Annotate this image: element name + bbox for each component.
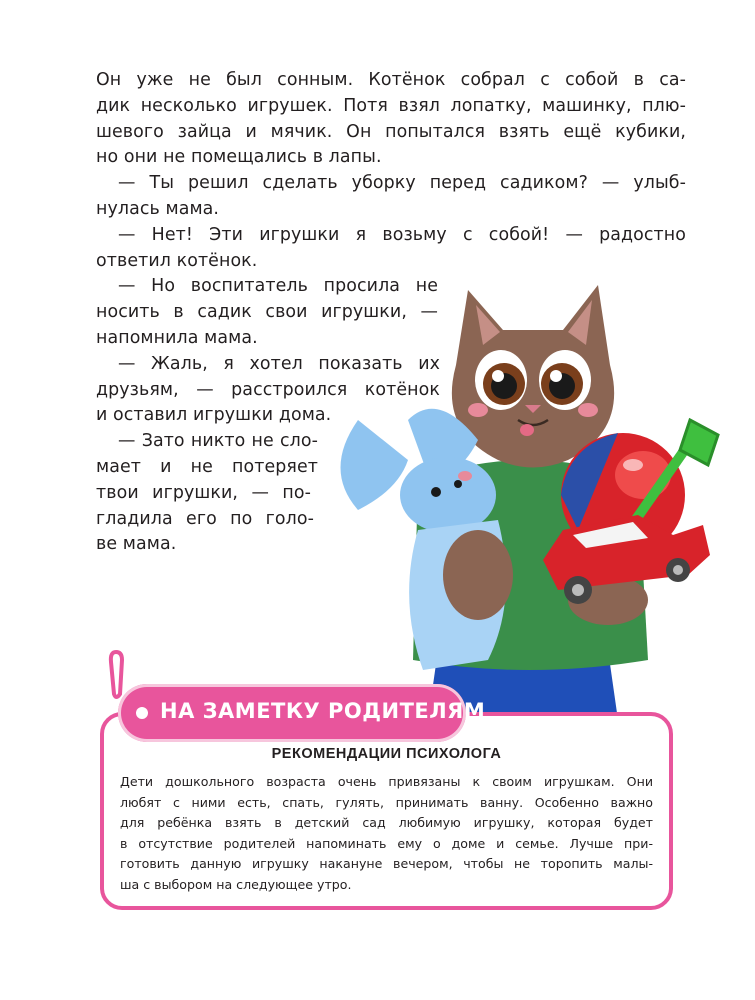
story-line: друзьям, — расстроился котёнок	[96, 379, 440, 400]
story-line: — Зато никто не сло-	[118, 431, 318, 452]
bullet-icon	[136, 707, 148, 719]
note-line: готовить данную игрушку накануне вечером, чтобы не торопить малы-	[120, 856, 653, 871]
kitten-with-toys-illustration	[318, 270, 738, 720]
note-line: Дети дошкольного возраста очень привязаны к своим игрушкам. Они	[120, 774, 653, 789]
banner-title: НА ЗАМЕТКУ РОДИТЕЛЯМ	[160, 699, 486, 723]
story-line: твои игрушки, — по-	[96, 482, 311, 503]
note-line: ша с выбором на следующее утро.	[120, 876, 352, 892]
story-line: ответил котёнок.	[96, 250, 258, 271]
story-line: мает и не потеряет	[96, 456, 318, 477]
note-line: в отсутствие родителей напоминать ему о доме и семье. Лучше при-	[120, 835, 653, 851]
story-line: гладила его по голо-	[96, 508, 314, 529]
story-line: шевого зайца и мячик. Он попытался взять ещё кубики,	[96, 121, 686, 142]
story-line: но они не помещались в лапы.	[96, 147, 382, 168]
parents-note-banner	[118, 684, 486, 742]
story-line: нулась мама.	[96, 198, 220, 219]
pin-icon	[106, 650, 132, 700]
kitten-arm	[443, 530, 513, 620]
note-line: любят с ними есть, спать, гулять, принимать ванну. Особенно важно	[120, 794, 653, 810]
story-line: — Ты решил сделать уборку перед садиком? — улыб-	[118, 173, 686, 194]
story-line: — Но воспитатель просила не	[118, 276, 438, 297]
story-line: Он уже не был сонным. Котёнок собрал с собой в са-	[96, 70, 686, 90]
note-line: для ребёнка взять в детский сад любимую игрушку, которая будет	[120, 815, 653, 830]
story-line: напомнила мама.	[96, 327, 258, 348]
story-line: — Нет! Эти игрушки я возьму с собой! — радостно	[118, 224, 686, 245]
story-line: дик несколько игрушек. Потя взял лопатку, машинку, плю-	[96, 95, 686, 116]
story-line: носить в садик свои игрушки, —	[96, 302, 438, 323]
story-line: ве мама.	[96, 534, 177, 555]
story-line: — Жаль, я хотел показать их	[118, 353, 440, 374]
note-body	[120, 772, 653, 895]
story-line: и оставил игрушки дома.	[96, 405, 332, 426]
note-heading: РЕКОМЕНДАЦИИ ПСИХОЛОГА	[271, 746, 502, 762]
